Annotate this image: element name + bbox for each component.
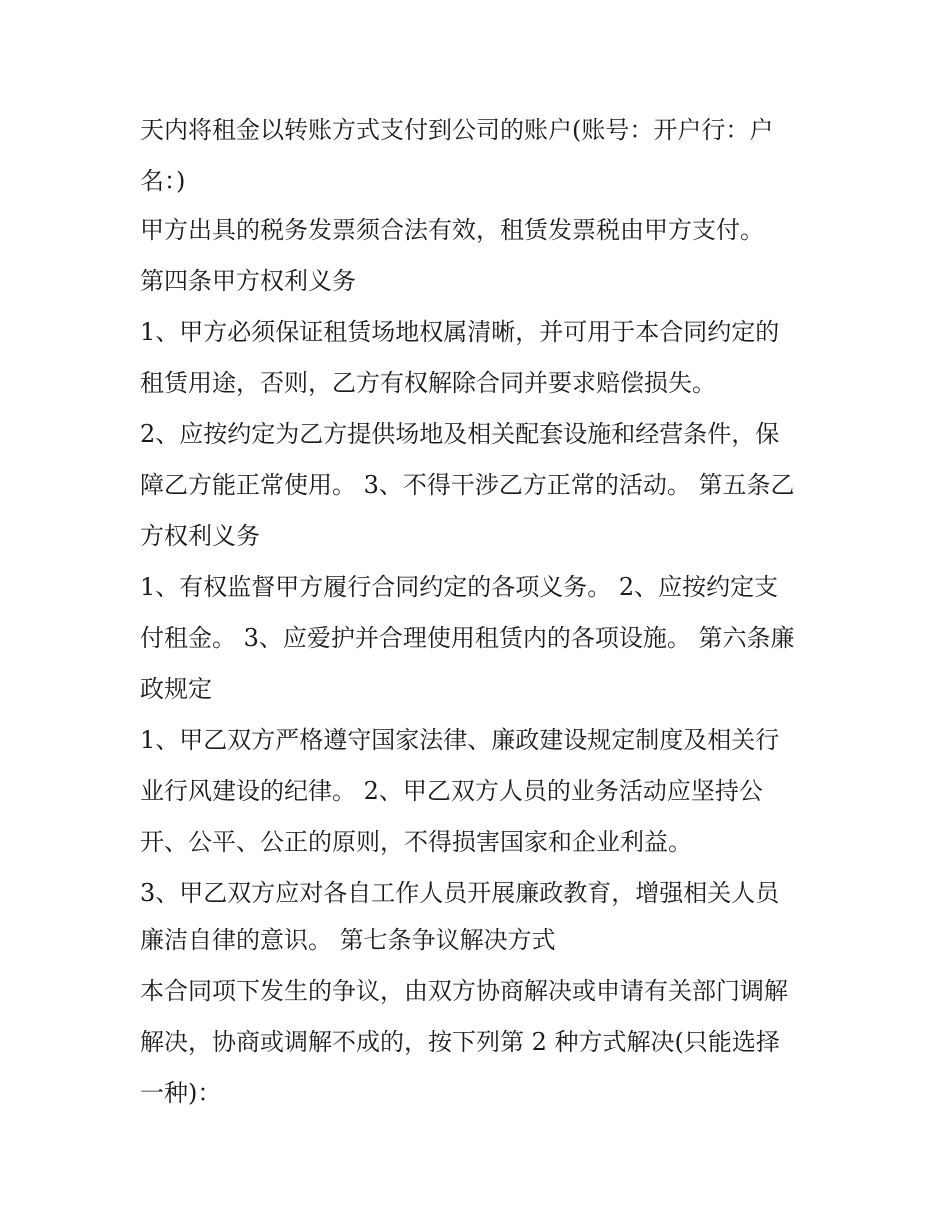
text-line: 政规定 xyxy=(140,675,212,703)
text-line: 2、应按约定为乙方提供场地及相关配套设施和经营条件，保 xyxy=(140,420,780,448)
text-line: 廉洁自律的意识。 第七条争议解决方式 xyxy=(140,926,556,954)
text-line: 3、甲乙双方应对各自工作人员开展廉政教育，增强相关人员 xyxy=(140,879,780,907)
section-heading: 第四条甲方权利义务 xyxy=(140,267,356,295)
text-line: 方权利义务 xyxy=(140,522,260,550)
text-line: 甲方出具的税务发票须合法有效，租赁发票税由甲方支付。 xyxy=(140,216,764,244)
text-line: 1、甲乙双方严格遵守国家法律、廉政建设规定制度及相关行 xyxy=(140,726,780,754)
text-line: 一种)： xyxy=(140,1079,222,1107)
text-line: 开、公平、公正的原则，不得损害国家和企业利益。 xyxy=(140,828,692,856)
text-line: 租赁用途，否则，乙方有权解除合同并要求赔偿损失。 xyxy=(140,369,716,397)
text-line: 障乙方能正常使用。 3、不得干涉乙方正常的活动。 第五条乙 xyxy=(140,471,795,499)
text-line: 本合同项下发生的争议，由双方协商解决或申请有关部门调解 xyxy=(140,977,788,1005)
text-line: 天内将租金以转账方式支付到公司的账户(账号：开户行：户 xyxy=(140,116,774,144)
text-line: 解决，协商或调解不成的，按下列第 2 种方式解决(只能选择 xyxy=(140,1028,780,1056)
text-line: 付租金。 3、应爱护并合理使用租赁内的各项设施。 第六条廉 xyxy=(140,624,795,652)
text-line: 1、有权监督甲方履行合同约定的各项义务。 2、应按约定支 xyxy=(140,573,779,601)
text-line: 名：) xyxy=(140,167,186,195)
text-line: 1、甲方必须保证租赁场地权属清晰，并可用于本合同约定的 xyxy=(140,318,780,346)
text-line: 业行风建设的纪律。 2、甲乙双方人员的业务活动应坚持公 xyxy=(140,777,763,805)
